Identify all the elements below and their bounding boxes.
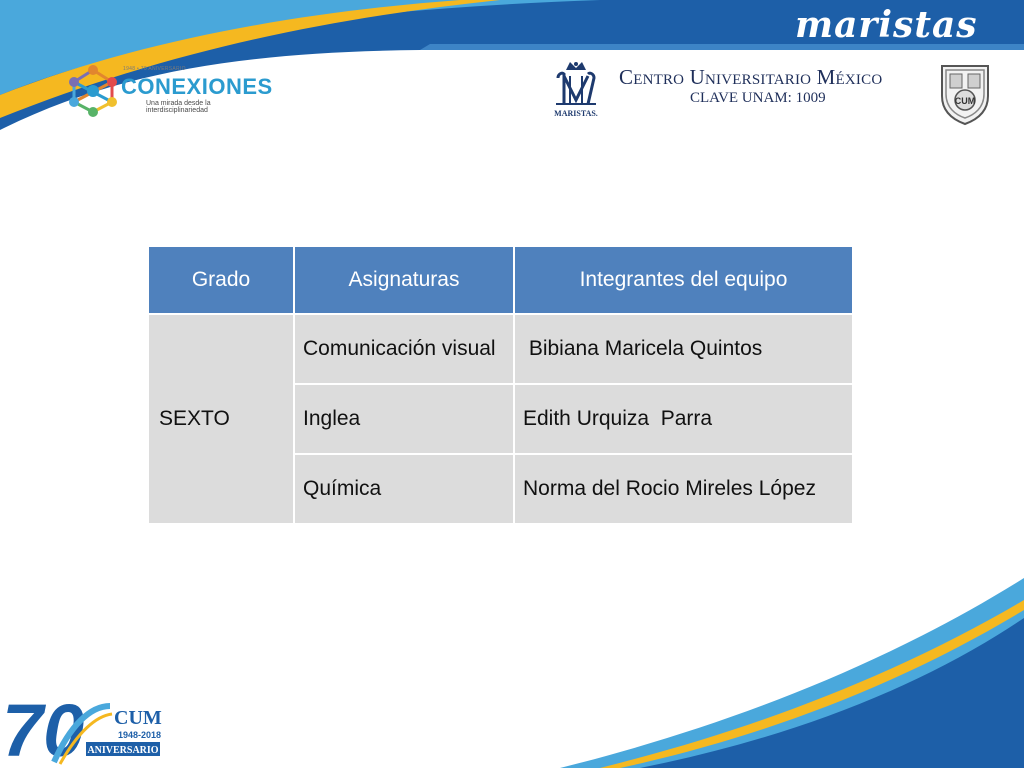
header-grado: Grado [148,246,294,314]
conexiones-logo [66,64,273,120]
conexiones-title: CONEXIONES [121,74,273,99]
header-asignaturas: Asignaturas [294,246,514,314]
institution-title: Centro Universitario México [619,65,883,89]
conexiones-tagline: 1948 • 70 ANIVERSARIO [123,66,186,72]
grade-cell: SEXTO [148,314,294,524]
members-cell: Bibiana Maricela Quintos [514,314,853,384]
crown-monogram-icon [548,60,604,110]
anniversary-label: ANIVERSARIO [87,745,159,756]
team-table [147,245,854,525]
unam-shield-icon [936,60,994,126]
subject-cell: Inglea [294,384,514,454]
subject-cell: Comunicación visual [294,314,514,384]
emblem-label: MARISTAS. [554,109,598,118]
subject-cell: Química [294,454,514,524]
conexiones-network-icon [66,64,120,118]
table-header-row [148,246,853,314]
members-cell: Edith Urquiza Parra [514,384,853,454]
maristas-script-logo: maristas [795,4,978,46]
maristas-emblem [548,60,604,122]
anniversary-badge [0,686,170,768]
conexiones-subtitle: Una mirada desde la interdisciplinariedad [146,100,211,114]
header-integrantes: Integrantes del equipo [514,246,853,314]
clave-unam: CLAVE UNAM: 1009 [690,90,826,106]
cum-mark: CUM [114,707,162,729]
anniversary-number: 70 [2,689,85,768]
unam-emblem-text: CUM [954,96,976,106]
anniversary-years: 1948-2018 [118,730,162,740]
table-row [148,314,853,384]
members-cell: Norma del Rocio Mireles López [514,454,853,524]
